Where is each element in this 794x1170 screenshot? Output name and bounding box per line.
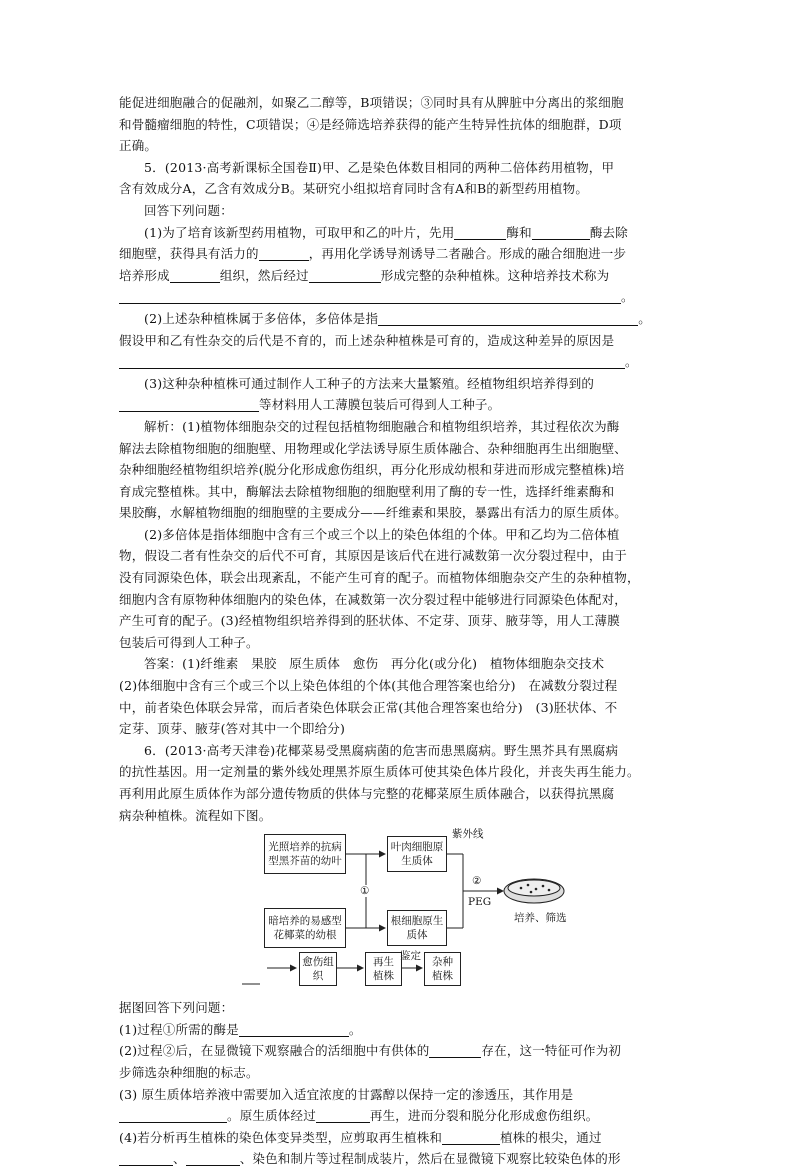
answer-blank[interactable]	[429, 1042, 481, 1058]
analysis-cont: 果胶酶，水解植物细胞的细胞壁的主要成分——纤维素和果胶，暴露出有活力的原生质体。	[119, 505, 628, 521]
q6-stem: 6．(2013·高考天津卷)花椰菜易受黑腐病菌的危害而患黑腐病。野生黑芥具有黑腐病	[144, 742, 619, 758]
step-1-label: ①	[360, 885, 370, 898]
analysis-cont: 包装后可得到人工种子。	[119, 634, 259, 650]
q5-stem: 5．(2013·高考新课标全国卷Ⅱ)甲、乙是染色体数目相同的两种二倍体药用植物，甲	[144, 159, 615, 175]
flow-box-regenerated-plant: 再生植株	[365, 952, 402, 986]
answer-cont: 中，前者染色体联会异常，而后者染色体联会正常(其他合理答案也给分) (3)胚状体、不	[119, 699, 618, 715]
q6-part3-cont: 。原生质体经过 再生，进而分裂和脱分化形成愈伤组织。	[119, 1105, 675, 1127]
analysis-cont: (2)多倍体是指体细胞中含有三个或三个以上的染色体组的个体。甲和乙均为二倍体植	[144, 526, 620, 542]
culture-screen-label: 培养、筛选	[514, 912, 567, 925]
answer-blank[interactable]	[119, 1150, 173, 1166]
analysis-cont: 细胞内含有原物种体细胞内的染色体，在减数第一次分裂过程中能够进行同源染色体配对，	[119, 591, 628, 607]
q6-part1: (1)过程①所需的酶是 。	[119, 1021, 362, 1037]
q5-prompt: 回答下列问题：	[144, 202, 233, 218]
q6-stem-cont: 再利用此原生质体作为部分遗传物质的供体与完整的花椰菜原生质体融合，以获得抗黑腐	[119, 786, 615, 801]
q6-part4-cont: 、 、染色和制片等过程制成装片，然后在显微镜下观察比较染色体的形	[119, 1148, 675, 1170]
q5-part1-cont: 培养形成 组织，然后经过 形成完整的杂种植株。这种培养技术称为	[119, 267, 610, 283]
flow-box-recipient-root: 暗培养的易感型花椰菜的幼根	[264, 908, 346, 948]
q5-part1: (1)为了培育该新型药用植物，可取甲和乙的叶片，先用 酶和 酶去除	[144, 224, 628, 240]
answer-blank[interactable]	[442, 1129, 500, 1145]
q5-part1-cont: 。	[119, 286, 675, 308]
flow-diagram	[119, 828, 675, 993]
analysis: 解析：(1)植物体细胞杂交的过程包括植物细胞融合和植物组织培养，其过程依次为酶	[144, 418, 620, 434]
q6-part2: (2)过程②后，在显微镜下观察融合的活细胞中有供体的 存在，这一特征可作为初	[119, 1043, 622, 1059]
flow-box-callus: 愈伤组织	[299, 952, 337, 986]
document-page	[119, 92, 675, 1170]
step-2-label: ②	[472, 875, 482, 888]
q6-stem-cont: 的抗性基因。用一定剂量的紫外线处理黑芥原生质体可使其染色体片段化，并丧失再生能力。	[119, 764, 640, 780]
answer-blank[interactable]	[309, 267, 381, 283]
analysis-cont: 杂种细胞经植物组织培养(脱分化形成愈伤组织，再分化形成幼根和芽进而形成完整植株)培	[119, 462, 625, 478]
text-line: 和骨髓瘤细胞的特性，C项错误；④是经筛选培养获得的能产生特异性抗体的细胞群，D项	[119, 116, 622, 132]
peg-label: PEG	[468, 896, 492, 909]
answer-blank[interactable]	[378, 310, 638, 326]
q5-part1-cont: 细胞壁，获得具有活力的 ，再用化学诱导剂诱导二者融合。形成的融合细胞进一步	[119, 246, 627, 262]
q6-prompt: 据图回答下列问题：	[119, 1000, 234, 1016]
answer-blank[interactable]	[239, 1021, 349, 1037]
q5-part2-cont: 假设甲和乙有性杂交的后代是不育的，而上述杂种植株是可育的，造成这种差异的原因是	[119, 332, 615, 348]
q6-part3: (3) 原生质体培养液中需要加入适宜浓度的甘露醇以保持一定的渗透压，其作用是	[119, 1086, 574, 1102]
uv-label: 紫外线	[452, 828, 484, 841]
answer-blank[interactable]	[186, 1150, 240, 1166]
flow-box-donor-seedling: 光照培养的抗病型黑芥苗的幼叶	[264, 834, 346, 874]
text-line: 能促进细胞融合的促融剂，如聚乙二醇等，B项错误；③同时具有从脾脏中分离出的浆细胞	[119, 95, 624, 110]
flow-box-root-protoplast: 根细胞原生质体	[387, 910, 447, 946]
answer-blank[interactable]	[119, 1107, 227, 1123]
flow-box-hybrid-plant: 杂种植株	[424, 952, 461, 986]
answer-blank[interactable]	[319, 353, 625, 369]
answer-blank[interactable]	[316, 1107, 370, 1123]
text-line: 正确。	[119, 138, 158, 154]
answer-blank[interactable]	[454, 224, 506, 240]
analysis-cont: 没有同源染色体，联会出现紊乱，不能产生可育的配子。而植物体细胞杂交产生的杂种植物，	[119, 570, 640, 586]
flow-box-mesophyll-protoplast: 叶肉细胞原生质体	[387, 836, 447, 872]
q5-part3-cont: 等材料用人工薄膜包装后可得到人工种子。	[119, 394, 675, 416]
q5-part2-cont: 。	[119, 351, 675, 373]
q6-part2-cont: 步筛选杂种细胞的标志。	[119, 1064, 259, 1080]
q6-part4: (4)若分析再生植株的染色体变异类型，应剪取再生植株和 植株的根尖，通过	[119, 1129, 602, 1145]
identify-label: 鉴定	[400, 950, 421, 963]
answer-blank[interactable]	[119, 353, 319, 369]
q5-stem-cont: 含有效成分A，乙含有效成分B。某研究小组拟培育同时含有A和B的新型药用植物。	[119, 181, 589, 197]
analysis-cont: 育成完整植株。其中，酶解法去除植物细胞的细胞壁利用了酶的专一性，选择纤维素酶和	[119, 483, 615, 499]
answer-blank[interactable]	[119, 396, 259, 412]
answer: 答案：(1)纤维素 果胶 原生质体 愈伤 再分化(或分化) 植物体细胞杂交技术	[144, 656, 605, 672]
answer-blank[interactable]	[532, 224, 590, 240]
analysis-cont: 解法去除植物细胞的细胞壁、用物理或化学法诱导原生质体融合、杂种细胞再生出细胞壁、	[119, 440, 628, 456]
answer-blank[interactable]	[170, 267, 220, 283]
q5-part2: (2)上述杂种植株属于多倍体，多倍体是指 。	[144, 310, 651, 326]
answer-blank[interactable]	[119, 288, 621, 304]
analysis-cont: 物，假设二者有性杂交的后代不可育，其原因是该后代在进行减数第一次分裂过程中，由于	[119, 548, 628, 564]
answer-cont: 定芽、顶芽、腋芽(答对其中一个即给分)	[119, 721, 346, 737]
analysis-cont: 产生可育的配子。(3)经植物组织培养得到的胚状体、不定芽、顶芽、腋芽等，用人工薄膜	[119, 613, 620, 629]
q6-stem-cont: 病杂种植株。流程如下图。	[119, 807, 272, 823]
answer-blank[interactable]	[259, 245, 309, 261]
q5-part3: (3)这种杂种植株可通过制作人工种子的方法来大量繁殖。经植物组织培养得到的	[144, 375, 595, 391]
answer-cont: (2)体细胞中含有三个或三个以上染色体组的个体(其他合理答案也给分) 在减数分裂过程	[119, 678, 618, 694]
